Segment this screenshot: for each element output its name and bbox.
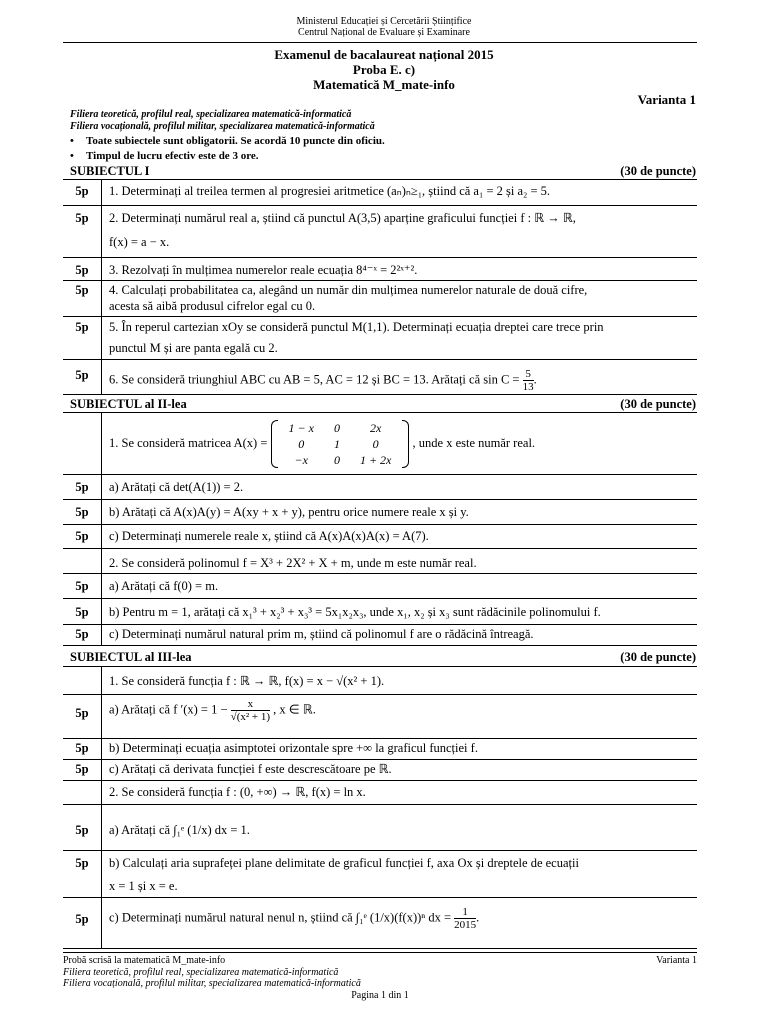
ministry-name: Ministerul Educației și Cercetării Științifice	[296, 16, 472, 27]
matrix-cell: 2x	[370, 421, 382, 435]
divider	[63, 359, 697, 360]
question-lead: c) Determinați numărul natural nenul n, știind că ∫₁ᵉ (1/x)(f(x))ⁿ dx =	[109, 910, 452, 925]
question-tail: , unde x este număr real.	[412, 435, 536, 450]
divider	[63, 645, 697, 646]
question-text: c) Determinați numerele reale x, știind că A(x)A(x)A(x) = A(7).	[109, 529, 429, 543]
matrix-cell: 0	[298, 437, 305, 451]
fraction-numerator: 5	[523, 368, 534, 381]
question-text: 2. Se consideră funcția f : (0, +∞) → ℝ, f(x) = ln x.	[109, 785, 366, 799]
matrix-cell: −x	[294, 453, 308, 467]
section-points: (30 de puncte)	[620, 164, 696, 178]
question-text: 2. Se consideră polinomul f = X³ + 2X² + X + m, unde m este număr real.	[109, 556, 477, 570]
rule-item: • Toate subiectele sunt obligatorii. Se acordă 10 puncte din oficiu.	[70, 135, 385, 148]
points-badge: 5p	[75, 211, 89, 225]
header-institution	[0, 16, 768, 38]
footer	[63, 955, 697, 1001]
points-badge: 5p	[75, 627, 89, 641]
fraction-denominator: √(x² + 1)	[230, 711, 271, 723]
question-row	[63, 698, 697, 736]
divider	[63, 598, 697, 599]
footer-divider	[63, 952, 697, 953]
points-badge: 5p	[75, 529, 89, 543]
points-badge: 5p	[75, 579, 89, 593]
divider	[63, 412, 697, 413]
proba-title: Proba E. c)	[352, 62, 416, 77]
divider	[63, 257, 697, 258]
section-3-header	[70, 650, 696, 664]
question-text: 3. Rezolvați în mulțimea numerelor reale ecuația 8⁴⁻ˣ = 2²ˣ⁺².	[109, 263, 418, 277]
fraction	[231, 698, 270, 723]
question-text: c) Arătați că derivata funcției f este descrescătoare pe ℝ.	[109, 762, 392, 776]
footer-line-1	[63, 955, 697, 967]
divider	[63, 759, 697, 760]
divider	[63, 499, 697, 500]
section-title: SUBIECTUL al II-lea	[70, 397, 187, 411]
points-badge: 5p	[75, 505, 89, 519]
fraction-numerator: x	[231, 698, 270, 711]
section-title: SUBIECTUL al III-lea	[70, 650, 192, 664]
question-text: 1. Determinați al treilea termen al progresiei aritmetice (aₙ)ₙ≥₁, știind că a₁ = 2 și a₂ = 5.	[109, 184, 551, 198]
divider	[63, 316, 697, 317]
matrix-A	[271, 420, 410, 468]
fraction-numerator: 1	[454, 906, 476, 919]
question-tail: , x ∈ ℝ.	[273, 702, 316, 717]
question-text: b) Pentru m = 1, arătați că x₁³ + x₂³ + x₃³ = 5x₁x₂x₃, unde x₁, x₂ și x₃ sunt rădăcinile polinomului f.	[109, 605, 601, 619]
points-badge: 5p	[75, 480, 89, 494]
question-text: 4. Calculați probabilitatea ca, alegând un număr din mulțimea numerelor naturale de două cifre,	[109, 283, 588, 297]
question-lead: a) Arătați că f ′(x) = 1 −	[109, 702, 228, 717]
section-1-header	[70, 164, 696, 178]
divider	[63, 897, 697, 898]
question-lead: 1. Se consideră matricea A(x) =	[109, 435, 268, 450]
page-number: Pagina 1 din 1	[351, 989, 409, 1001]
points-badge: 5p	[75, 741, 89, 755]
question-text: b) Determinați ecuația asimptotei orizontale spre +∞ la graficul funcției f.	[109, 741, 478, 755]
subject-title: Matematică M_mate-info	[313, 77, 455, 92]
divider	[63, 804, 697, 805]
question-text: c) Determinați numărul natural prim m, știind că polinomul f are o rădăcină întreagă.	[109, 627, 534, 641]
points-badge: 5p	[75, 762, 89, 776]
question-text: 6. Se consideră triunghiul ABC cu AB = 5, AC = 12 și BC = 13. Arătați că sin C = $\frac{5}{13}$ .	[109, 368, 537, 393]
divider	[63, 694, 697, 695]
question-text: 5. În reperul cartezian xOy se consideră punctul M(1,1). Determinați ecuația dreptei care trece prin	[109, 320, 604, 334]
divider	[63, 780, 697, 781]
fraction	[523, 368, 534, 393]
divider	[63, 524, 697, 525]
divider	[63, 624, 697, 625]
points-badge: 5p	[75, 184, 89, 198]
question-text: a) Arătați că ∫₁ᵉ (1/x) dx = 1.	[109, 823, 250, 837]
fraction-denominator: 2015	[454, 919, 477, 931]
points-badge: 5p	[75, 823, 89, 837]
varianta-label: Varianta 1	[637, 92, 696, 107]
matrix-cell: 0	[333, 421, 340, 435]
filiera-line: Filiera teoretică, profilul real, specializarea matematică-informatică	[70, 109, 352, 120]
rule-item: • Timpul de lucru efectiv este de 3 ore.	[70, 150, 259, 163]
question-text: a) Arătați că f(0) = m.	[109, 579, 219, 593]
divider	[63, 850, 697, 851]
exam-title: Examenul de bacalaureat național 2015	[274, 47, 494, 62]
divider	[63, 573, 697, 574]
divider	[63, 666, 697, 667]
points-badge: 5p	[75, 320, 89, 334]
divider	[63, 179, 697, 180]
question-lead: 6. Se consideră triunghiul ABC cu AB = 5, AC = 12 și BC = 13. Arătați că sin C =	[109, 372, 520, 387]
points-badge: 5p	[75, 912, 89, 926]
divider	[63, 738, 697, 739]
question-text: x = 1 și x = e.	[109, 879, 178, 893]
matrix-cell: 1	[333, 437, 340, 451]
points-badge: 5p	[75, 605, 89, 619]
divider	[63, 280, 697, 281]
footer-varianta: Varianta 1	[656, 955, 697, 966]
matrix-cell: 1 − x	[288, 421, 314, 435]
points-badge: 5p	[75, 706, 89, 720]
section-title: SUBIECTUL I	[70, 164, 150, 178]
divider	[63, 205, 697, 206]
question-row	[63, 906, 697, 944]
center-name: Centrul Național de Evaluare și Examinare	[298, 27, 470, 38]
section-points: (30 de puncte)	[620, 397, 696, 411]
matrix-cell: 1 + 2x	[359, 453, 392, 467]
question-text	[109, 420, 687, 468]
divider	[63, 394, 697, 395]
section-points: (30 de puncte)	[620, 650, 696, 664]
divider	[63, 948, 697, 949]
question-text	[109, 698, 687, 723]
points-badge: 5p	[75, 368, 89, 382]
question-text: c) Determinați numărul natural nenul n, știind că ∫₁ᵉ (1/x)(f(x))ⁿ dx = $\frac{1}{2015}$ .	[109, 906, 480, 931]
filiera-line: Filiera vocațională, profilul militar, specializarea matematică-informatică	[70, 121, 375, 132]
points-badge: 5p	[75, 283, 89, 297]
question-text: punctul M și are panta egală cu 2.	[109, 341, 278, 355]
question-text: acesta să aibă produsul cifrelor egal cu 0.	[109, 299, 316, 313]
divider	[63, 548, 697, 549]
section-2-header	[70, 397, 696, 411]
question-text: b) Arătați că A(x)A(y) = A(xy + x + y), pentru orice numere reale x și y.	[109, 505, 469, 519]
question-text: b) Calculați aria suprafeței plane delimitate de graficul funcției f, axa Ox și dreptele de ecuații	[109, 856, 579, 870]
footer-filiera: Filiera vocațională, profilul militar, specializarea matematică-informatică	[63, 978, 361, 989]
divider	[63, 474, 697, 475]
fraction-denominator: 13	[522, 381, 534, 393]
fraction	[454, 906, 476, 931]
footer-subject: Probă scrisă la matematică M_mate-info	[63, 955, 226, 966]
question-text: a) Arătați că det(A(1)) = 2.	[109, 480, 244, 494]
points-badge: 5p	[75, 856, 89, 870]
matrix-cell: 0	[333, 453, 340, 467]
matrix-cell: 0	[372, 437, 379, 451]
question-text: 1. Se consideră funcția f : ℝ → ℝ, f(x) = x − √(x² + 1).	[109, 674, 385, 688]
points-column-line	[101, 179, 102, 394]
header-divider	[63, 42, 697, 43]
footer-filiera: Filiera teoretică, profilul real, specializarea matematică-informatică	[63, 966, 339, 978]
points-badge: 5p	[75, 263, 89, 277]
question-row	[63, 414, 697, 472]
question-text: f(x) = a − x.	[109, 235, 170, 249]
question-text: 2. Determinați numărul real a, știind că punctul A(3,5) aparține graficului funcției f : ℝ → ℝ,	[109, 211, 576, 225]
